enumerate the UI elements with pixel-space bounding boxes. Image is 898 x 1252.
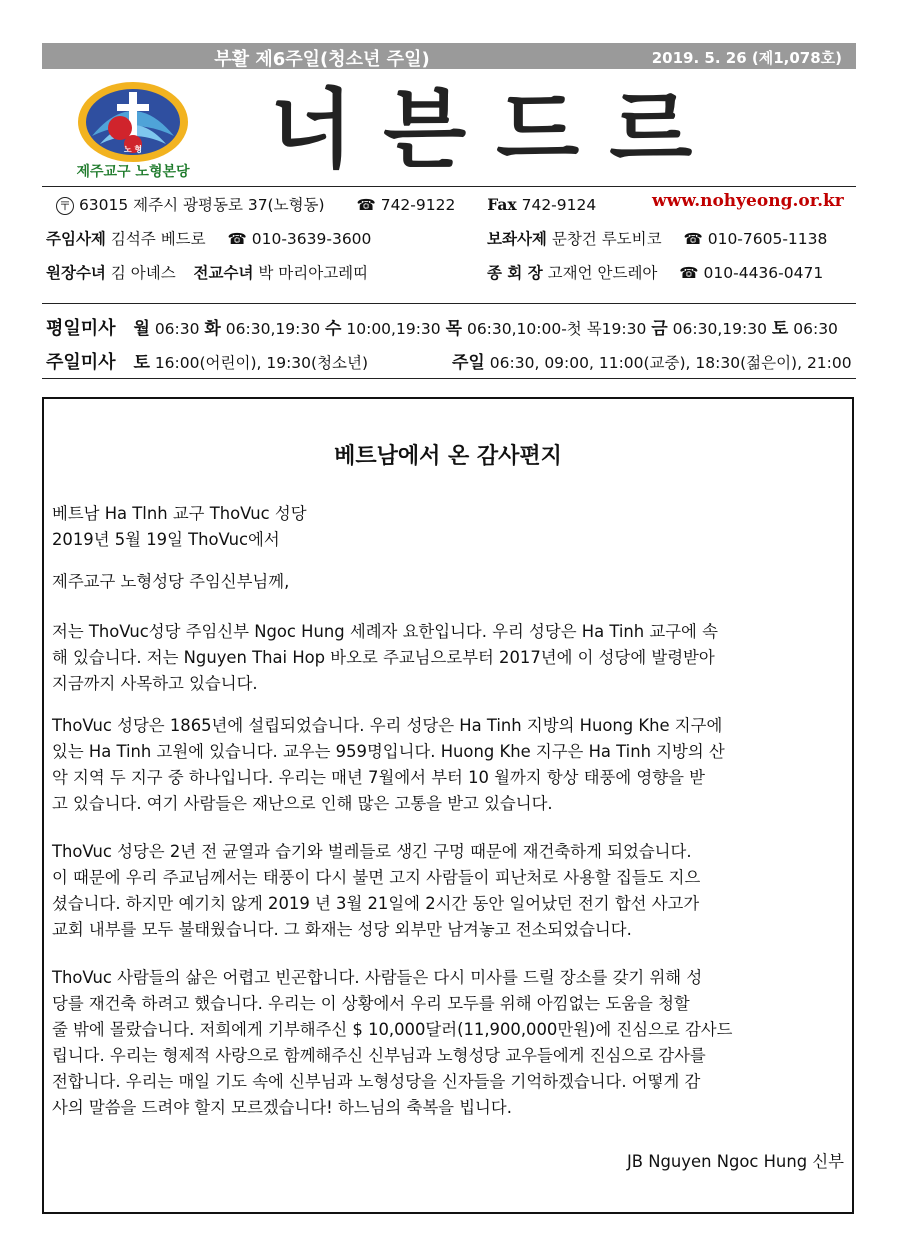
staff-phone: 010-3639-3600	[251, 230, 372, 248]
letter-signature: JB Nguyen Ngoc Hung 신부	[626, 1152, 844, 1171]
weekday-mass-label: 평일미사	[46, 318, 116, 339]
letter-line: 이 때문에 우리 주교님께서는 태풍이 다시 불면 고지 사람들이 피난처로 사용할 집들도 지으	[52, 868, 701, 887]
mass-times: 06:30	[154, 320, 200, 338]
staff-sisters	[46, 261, 368, 283]
letter-line: 셨습니다. 하지만 예기치 않게 2019 년 3월 21일에 2시간 동안 일어났던 전기 합선 사고가	[52, 894, 700, 913]
letter-greeting: 제주교구 노형성당 주임신부님께,	[52, 572, 290, 591]
issue-date: 2019. 5. 26 (제1,078호)	[651, 49, 842, 67]
mass-day: 주일	[452, 353, 485, 373]
logo-badge-text: 노 형	[123, 145, 143, 154]
mass-times: 06:30,10:00-첫 목19:30	[466, 320, 647, 338]
contact-row	[56, 193, 596, 215]
logo-text: 제주교구 노형본당	[76, 164, 190, 180]
mass-day: 화	[204, 319, 221, 339]
letter-paragraph-1	[52, 619, 850, 697]
letter-paragraph-4	[52, 965, 850, 1121]
mass-times: 10:00,19:30	[346, 320, 441, 338]
letter-date: 2019년 5월 19일 ThoVuc에서	[52, 530, 280, 549]
address: 63015 제주시 광평동로 37(노형동)	[78, 196, 325, 214]
divider	[42, 303, 856, 304]
letter-line: 고 있습니다. 여기 사람들은 재난으로 인해 많은 고통을 받고 있습니다.	[52, 794, 553, 813]
staff-name: 박 마리아고레띠	[258, 264, 369, 282]
letter-line: 지금까지 사목하고 있습니다.	[52, 674, 258, 693]
sunday-mass-row	[46, 348, 368, 374]
mass-times: 16:00(어린이), 19:30(청소년)	[154, 354, 369, 372]
staff-role: 원장수녀	[46, 264, 106, 282]
mass-day: 수	[325, 319, 342, 339]
fax-label: Fax	[487, 195, 517, 214]
phone-icon: ☎	[679, 264, 699, 282]
issue-banner	[42, 43, 856, 69]
mass-times: 06:30	[793, 320, 838, 338]
letter-line: 해 있습니다. 저는 Nguyen Thai Hop 바오로 주교님으로부터 2017년에 이 성당에 발령받아	[52, 648, 715, 667]
letter-line: 악 지역 두 지구 중 하나입니다. 우리는 매년 7월에서 부터 10 월까지 항상 태풍에 영향을 받	[52, 768, 705, 787]
staff-role: 주임사제	[46, 230, 106, 248]
divider	[42, 378, 856, 379]
website-link[interactable]: www.nohyeong.or.kr	[652, 191, 844, 211]
parish-fax: 742-9124	[521, 196, 597, 214]
mass-day: 토	[771, 319, 789, 339]
letter-header	[52, 501, 850, 553]
divider	[42, 186, 856, 187]
letter-line: ThoVuc 성당은 1865년에 설립되었습니다. 우리 성당은 Ha Tinh 지방의 Huong Khe 지구에	[52, 716, 723, 735]
mass-day: 월	[133, 319, 150, 339]
phone-icon: ☎	[683, 230, 703, 248]
staff-name: 고재언 안드레아	[547, 264, 658, 282]
letter-line: 있는 Ha Tinh 고원에 있습니다. 교우는 959명입니다. Huong Khe 지구은 Ha Tinh 지방의 산	[52, 742, 725, 761]
letter-line: ThoVuc 성당은 2년 전 균열과 습기와 벌레들로 생긴 구멍 때문에 재건축하게 되었습니다.	[52, 842, 692, 861]
letter-line: 줄 밖에 몰랐습니다. 저희에게 기부해주신 $ 10,000달러(11,900,000만원)에 진심으로 감사드	[52, 1020, 733, 1039]
mass-day: 금	[651, 319, 668, 339]
mass-day: 목	[445, 319, 463, 339]
weekday-mass-row	[46, 314, 838, 340]
letter-title: 베트남에서 온 감사편지	[334, 444, 562, 469]
staff-president	[487, 261, 823, 283]
letter-box	[42, 397, 854, 1214]
letter-line: 교회 내부를 모두 불태웠습니다. 그 화재는 성당 외부만 남겨놓고 전소되었습니다.	[52, 920, 632, 939]
staff-name: 문창건 루도비코	[551, 230, 662, 248]
letter-line: 사의 말씀을 드려야 할지 모르겠습니다! 하느님의 축복을 빕니다.	[52, 1098, 512, 1117]
parish-logo	[72, 76, 194, 182]
staff-role: 전교수녀	[193, 264, 254, 282]
sunday-mass-label: 주일미사	[46, 352, 116, 373]
staff-pastor	[46, 227, 371, 249]
staff-role: 종 회 장	[487, 264, 543, 282]
masthead-title: 너븐드르	[270, 80, 723, 180]
postal-icon: 〒	[56, 197, 74, 215]
mass-day: 토	[133, 353, 150, 373]
letter-line: 전합니다. 우리는 매일 기도 속에 신부님과 노형성당을 신자들을 기억하겠습니다. 어떻게 감	[52, 1072, 701, 1091]
mass-times: 06:30,19:30	[225, 320, 321, 338]
letter-paragraph-3	[52, 839, 850, 943]
sunday-times-row	[452, 348, 852, 373]
phone-icon: ☎	[356, 196, 376, 214]
staff-name: 김 아녜스	[110, 264, 176, 282]
letter-from: 베트남 Ha Tlnh 교구 ThoVuc 성당	[52, 504, 307, 523]
letter-line: 당를 재건축 하려고 했습니다. 우리는 이 상황에서 우리 모두를 위해 아낌없는 도움을 청할	[52, 994, 690, 1013]
parish-phone: 742-9122	[380, 196, 456, 214]
staff-phone: 010-7605-1138	[707, 230, 828, 248]
letter-paragraph-2	[52, 713, 850, 817]
staff-assistant	[487, 227, 827, 249]
staff-role: 보좌사제	[487, 230, 547, 248]
mass-times: 06:30, 09:00, 11:00(교중), 18:30(젊은이), 21:00	[489, 354, 852, 372]
phone-icon: ☎	[227, 230, 247, 248]
staff-name: 김석주 베드로	[110, 230, 206, 248]
letter-line: 저는 ThoVuc성당 주임신부 Ngoc Hung 세례자 요한입니다. 우리 성당은 Ha Tinh 교구에 속	[52, 622, 718, 641]
mass-times: 06:30,19:30	[672, 320, 767, 338]
issue-title: 부활 제6주일(청소년 주일)	[214, 49, 430, 70]
letter-line: 립니다. 우리는 형제적 사랑으로 함께해주신 신부님과 노형성당 교우들에게 진심으로 감사를	[52, 1046, 706, 1065]
letter-line: ThoVuc 사람들의 삶은 어렵고 빈곤합니다. 사람들은 다시 미사를 드릴 장소를 갖기 위해 성	[52, 968, 703, 987]
staff-phone: 010-4436-0471	[703, 264, 824, 282]
